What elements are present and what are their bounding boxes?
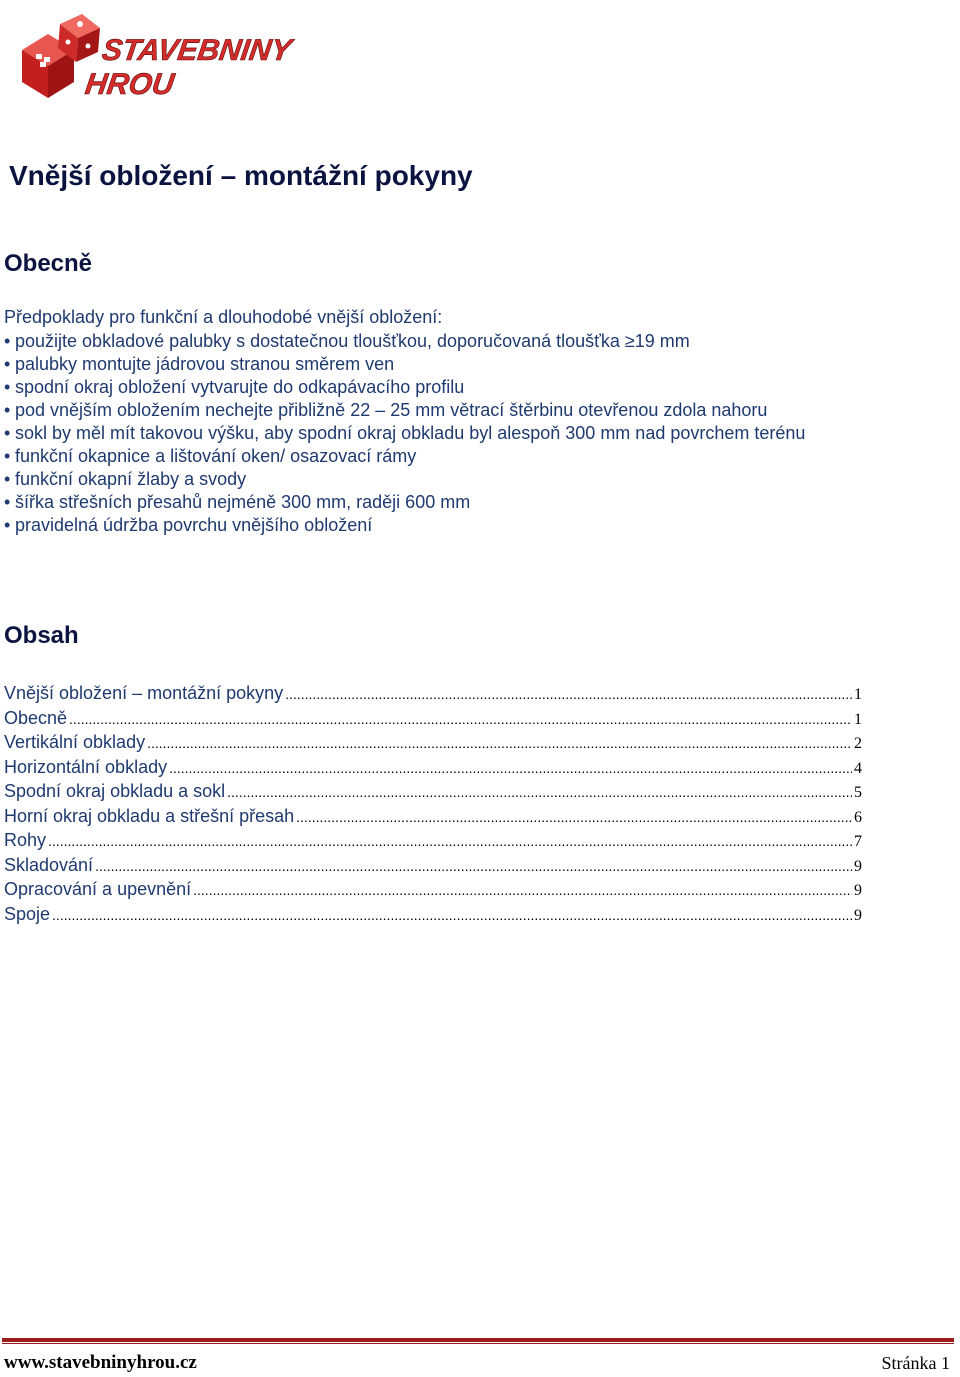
list-item: • palubky montujte jádrovou stranou směrem ven <box>4 353 805 376</box>
list-item: • funkční okapní žlaby a svody <box>4 468 805 491</box>
toc-label: Spodní okraj obkladu a sokl <box>4 781 226 801</box>
toc-page: 5 <box>854 784 862 801</box>
toc-leader <box>296 805 852 830</box>
toc-page: 9 <box>854 906 862 924</box>
footer-divider-thin <box>2 1343 954 1344</box>
toc-label: Spoje <box>4 903 51 924</box>
toc-entry[interactable] <box>4 779 862 804</box>
table-of-contents <box>4 681 862 926</box>
toc-page: 1 <box>854 686 862 703</box>
svg-text:HROU: HROU <box>83 68 177 101</box>
toc-label: Vnější obložení – montážní pokyny <box>4 683 284 703</box>
toc-label: Horizontální obklady <box>4 756 168 777</box>
dice-logo-icon <box>14 10 304 105</box>
toc-page: 4 <box>854 759 862 777</box>
toc-leader <box>69 707 852 732</box>
toc-label: Obecně <box>4 707 68 728</box>
toc-entry[interactable] <box>4 706 862 731</box>
section-heading-obecne: Obecně <box>4 250 93 277</box>
toc-label: Horní okraj obkladu a střešní přesah <box>4 805 295 826</box>
list-item: • pravidelná údržba povrchu vnějšího obložení <box>4 514 805 537</box>
toc-entry[interactable] <box>4 804 862 829</box>
list-item: • použijte obkladové palubky s dostatečnou tloušťkou, doporučovaná tloušťka ≥19 mm <box>4 330 805 353</box>
toc-label: Vertikální obklady <box>4 732 146 752</box>
toc-page: 9 <box>854 857 862 875</box>
toc-page: 7 <box>854 833 862 850</box>
toc-entry[interactable] <box>4 853 862 878</box>
list-item: • funkční okapnice a lištování oken/ osazovací rámy <box>4 445 805 468</box>
toc-label: Skladování <box>4 854 94 875</box>
toc-entry[interactable] <box>4 828 862 853</box>
toc-page: 2 <box>854 735 862 752</box>
toc-label: Opracování a upevnění <box>4 879 192 899</box>
section-heading-obsah: Obsah <box>4 622 79 649</box>
toc-leader <box>52 903 852 928</box>
intro-text: Předpoklady pro funkční a dlouhodobé vnější obložení: <box>4 307 443 327</box>
toc-leader <box>169 756 852 781</box>
footer-divider <box>2 1338 954 1342</box>
toc-leader <box>227 780 852 805</box>
toc-page: 9 <box>854 882 862 899</box>
toc-entry[interactable] <box>4 902 862 927</box>
toc-page: 6 <box>854 808 862 826</box>
company-logo <box>14 10 304 105</box>
list-item: • sokl by měl mít takovou výšku, aby spodní okraj obkladu byl alespoň 300 mm nad povrchem terénu <box>4 422 805 445</box>
toc-leader <box>95 854 852 879</box>
toc-entry[interactable] <box>4 877 862 902</box>
toc-label: Rohy <box>4 830 47 850</box>
requirements-list <box>4 330 805 537</box>
svg-text:STAVEBNINY: STAVEBNINY <box>99 34 294 67</box>
footer-website: www.stavebninyhrou.cz <box>4 1352 197 1373</box>
list-item: • šířka střešních přesahů nejméně 300 mm, raději 600 mm <box>4 491 805 514</box>
document-title: Vnější obložení – montážní pokyny <box>9 160 473 191</box>
list-item: • spodní okraj obložení vytvarujte do odkapávacího profilu <box>4 376 805 399</box>
toc-leader <box>193 878 852 903</box>
toc-entry[interactable] <box>4 755 862 780</box>
toc-page: 1 <box>854 710 862 728</box>
toc-leader <box>147 731 852 756</box>
footer-page-number: Stránka 1 <box>881 1353 950 1373</box>
toc-entry[interactable] <box>4 681 862 706</box>
toc-entry[interactable] <box>4 730 862 755</box>
toc-leader <box>285 682 852 707</box>
toc-leader <box>48 829 852 854</box>
list-item: • pod vnějším obložením nechejte přibližně 22 – 25 mm větrací štěrbinu otevřenou zdola nahoru <box>4 399 805 422</box>
